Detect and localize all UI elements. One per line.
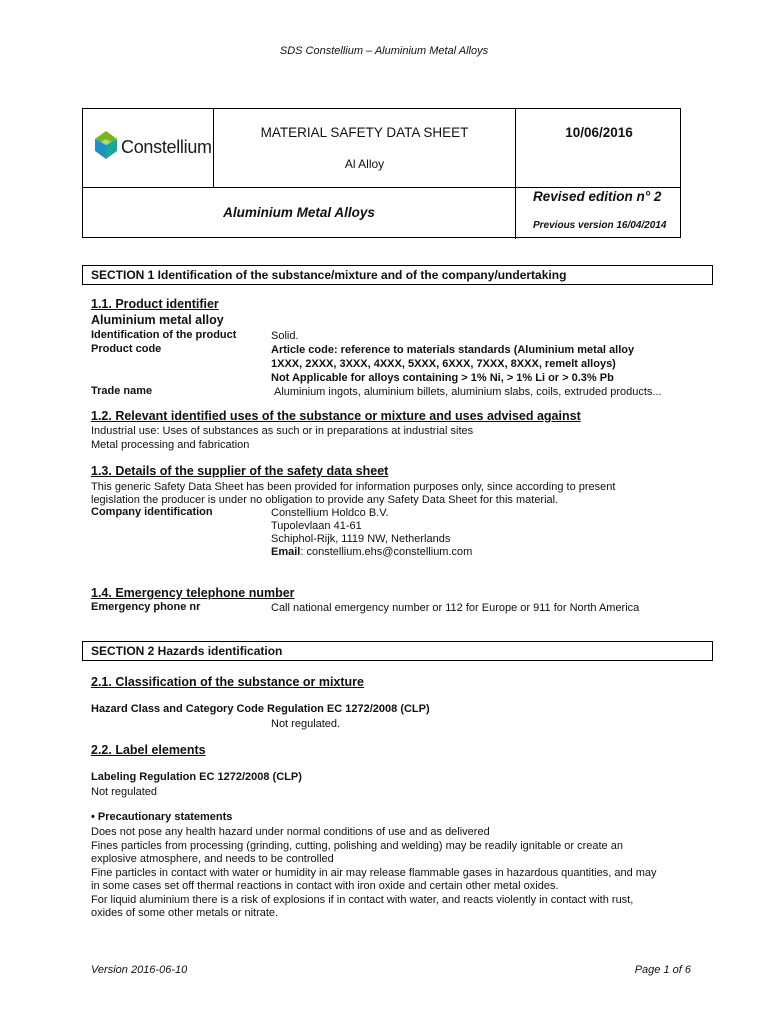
running-header: SDS Constellium – Aluminium Metal Alloys xyxy=(279,45,489,57)
uses-line-2: Metal processing and fabrication xyxy=(91,439,250,451)
email-label: Email xyxy=(271,546,301,558)
heading-1-3: 1.3. Details of the supplier of the safety data sheet xyxy=(91,464,389,478)
precaution-line-4: Fine particles in contact with water or humidity in air may release flammable gases in hazardous quantities, and may xyxy=(91,867,657,879)
company-name: Constellium Holdco B.V. xyxy=(271,507,389,519)
company-address-2: Schiphol-Rijk, 1119 NW, Netherlands xyxy=(271,533,451,545)
precaution-line-3: explosive atmosphere, and needs to be controlled xyxy=(91,853,334,865)
identification-value: Solid. xyxy=(271,330,299,342)
heading-2-1: 2.1. Classification of the substance or mixture xyxy=(91,675,364,689)
heading-2-2: 2.2. Label elements xyxy=(91,743,206,757)
revised-edition: Revised edition n° 2 xyxy=(533,189,662,204)
company-email xyxy=(271,545,472,559)
logo-mark-icon xyxy=(93,131,119,161)
supplier-line-1: This generic Safety Data Sheet has been provided for information purposes only, since according to present xyxy=(91,481,616,493)
supplier-line-2: legislation the producer is under no obligation to provide any Safety Data Sheet for this material. xyxy=(91,494,559,506)
precaution-line-6: For liquid aluminium there is a risk of explosions if in contact with water, and reacts violently in contact with rust, xyxy=(91,894,634,906)
company-address-1: Tupolevlaan 41-61 xyxy=(271,520,362,532)
emergency-phone-label: Emergency phone nr xyxy=(91,601,201,613)
product-code-line1: Article code: reference to materials standards (Aluminium metal alloy xyxy=(271,344,635,356)
company-identification-label: Company identification xyxy=(91,506,213,518)
product-code-line2: 1XXX, 2XXX, 3XXX, 4XXX, 5XXX, 6XXX, 7XXX, 8XXX, remelt alloys) xyxy=(271,358,616,370)
trade-name-value: Aluminium ingots, aluminium billets, aluminium slabs, coils, extruded products... xyxy=(274,386,662,398)
identification-label: Identification of the product xyxy=(91,329,237,341)
previous-version: Previous version 16/04/2014 xyxy=(533,220,667,231)
document-title: MATERIAL SAFETY DATA SHEET xyxy=(260,125,469,140)
precaution-line-1: Does not pose any health hazard under normal conditions of use and as delivered xyxy=(91,826,490,838)
document-subtitle: Al Alloy xyxy=(344,157,385,171)
heading-1-2: 1.2. Relevant identified uses of the substance or mixture and uses advised against xyxy=(91,409,581,423)
labeling-regulation-label: Labeling Regulation EC 1272/2008 (CLP) xyxy=(91,771,302,783)
emergency-phone-value: Call national emergency number or 112 for Europe or 911 for North America xyxy=(271,602,640,614)
footer-version: Version 2016-06-10 xyxy=(91,964,188,976)
subheading-aluminium-metal-alloy: Aluminium metal alloy xyxy=(91,313,224,327)
hazard-class-label: Hazard Class and Category Code Regulation EC 1272/2008 (CLP) xyxy=(91,703,430,715)
section-2-title: SECTION 2 Hazards identification xyxy=(82,641,713,661)
title-block xyxy=(82,108,681,238)
footer-page-number: Page 1 of 6 xyxy=(634,964,691,976)
logo-text: Constellium xyxy=(121,137,212,157)
uses-line-1: Industrial use: Uses of substances as such or in preparations at industrial sites xyxy=(91,425,474,437)
document-date: 10/06/2016 xyxy=(565,125,633,140)
hazard-class-value: Not regulated. xyxy=(271,718,341,730)
trade-name-label: Trade name xyxy=(91,385,153,397)
precautionary-statements-title: • Precautionary statements xyxy=(91,811,233,823)
precaution-line-7: oxides of some other metals or nitrate. xyxy=(91,907,279,919)
email-value: : constellium.ehs@constellium.com xyxy=(300,546,473,558)
precaution-line-5: in some cases set off thermal reactions in contact with iron oxide and certain other metal oxides. xyxy=(91,880,559,892)
product-code-line3: Not Applicable for alloys containing > 1% Ni, > 1% Li or > 0.3% Pb xyxy=(271,372,614,384)
product-code-label: Product code xyxy=(91,343,162,355)
constellium-logo xyxy=(93,131,211,163)
heading-1-1: 1.1. Product identifier xyxy=(91,297,219,311)
labeling-regulation-value: Not regulated xyxy=(91,786,158,798)
heading-1-4: 1.4. Emergency telephone number xyxy=(91,586,295,600)
section-1-title: SECTION 1 Identification of the substance/mixture and of the company/undertaking xyxy=(82,265,713,285)
product-name: Aluminium Metal Alloys xyxy=(223,205,375,220)
precaution-line-2: Fines particles from processing (grinding, cutting, polishing and welding) may be readily ignitable or create an xyxy=(91,840,623,852)
